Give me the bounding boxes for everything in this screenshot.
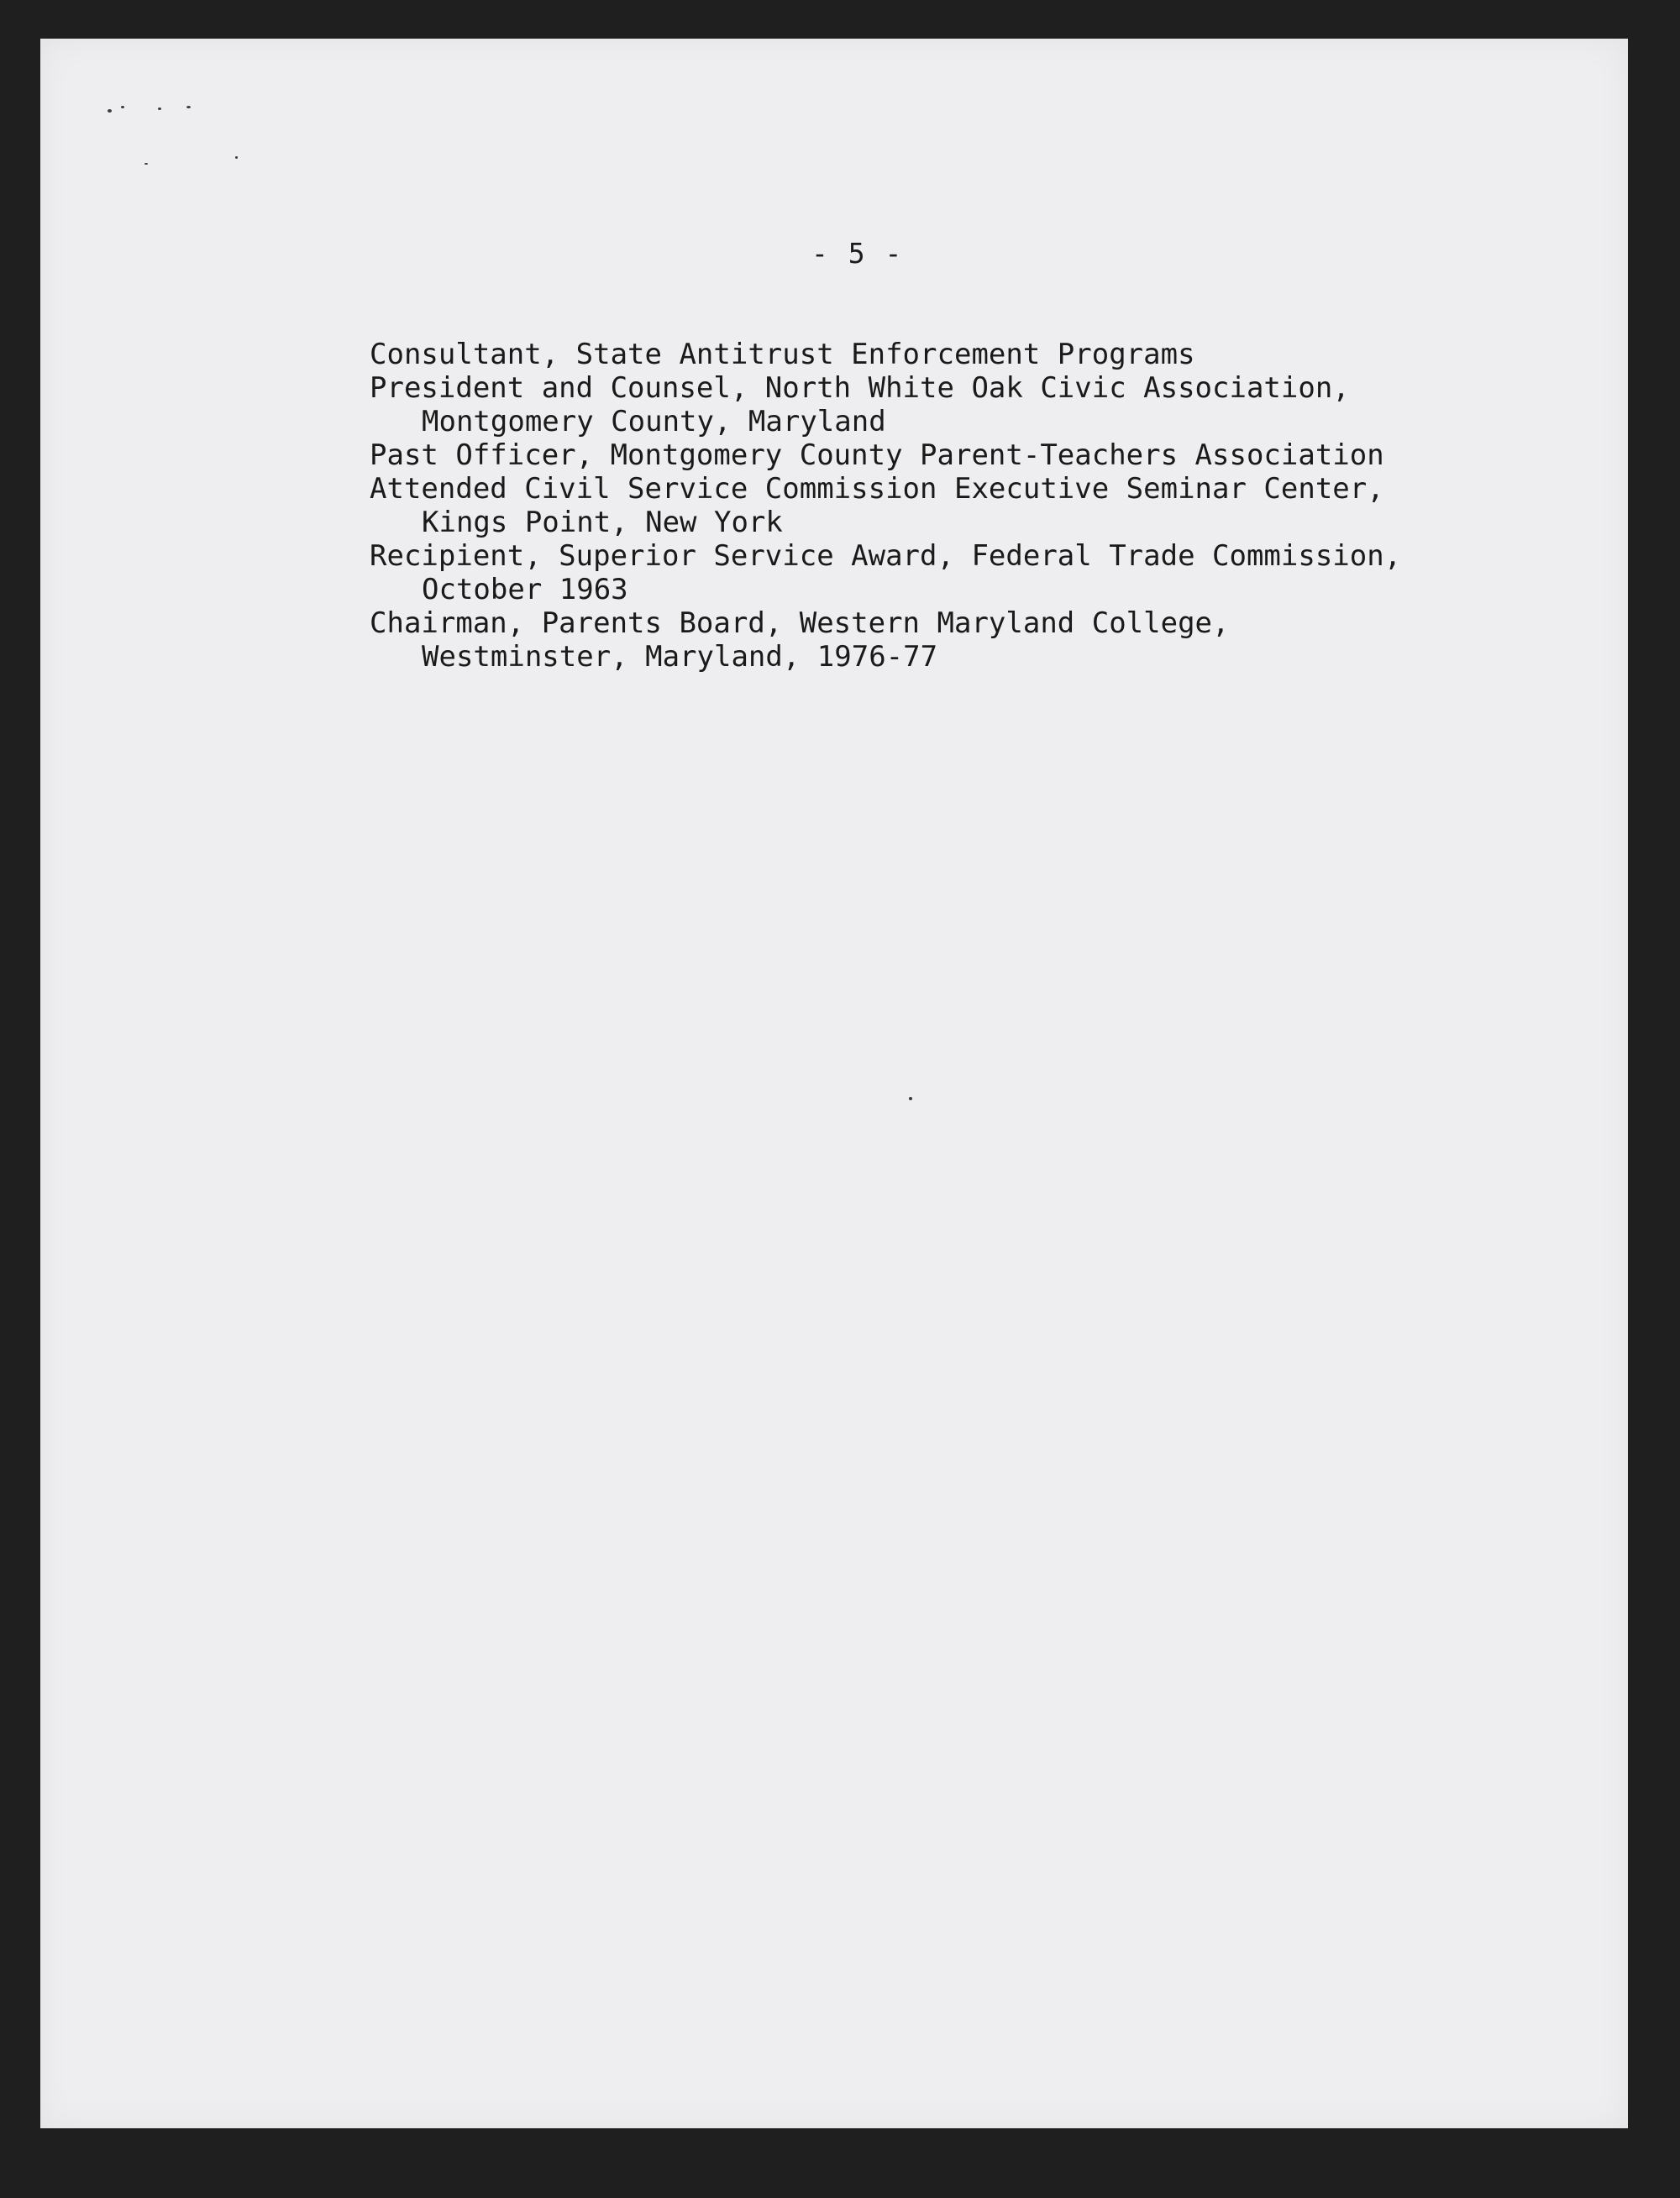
scan-speck (909, 1097, 912, 1100)
scan-speck (121, 106, 124, 108)
entry-line-continued: Kings Point, New York (422, 506, 783, 539)
entry-line-continued: Westminster, Maryland, 1976-77 (422, 640, 938, 674)
scan-speck (235, 156, 238, 159)
document-page (40, 39, 1628, 2128)
list-item (370, 371, 1546, 438)
entry-line: Recipient, Superior Service Award, Federal Trade Commission, (370, 539, 1402, 573)
scan-speck (108, 109, 112, 113)
entry-line: Past Officer, Montgomery County Parent-Teachers Association (370, 438, 1384, 472)
entry-line: Chairman, Parents Board, Western Maryland College, (370, 606, 1230, 640)
entry-line-continued: October 1963 (422, 573, 628, 606)
scan-speck (186, 106, 191, 108)
list-item (370, 539, 1546, 606)
scan-speck (158, 108, 161, 110)
entry-line: Attended Civil Service Commission Executive Seminar Center, (370, 472, 1384, 506)
entry-line: President and Counsel, North White Oak Civic Association, (370, 371, 1350, 405)
list-item (370, 338, 1546, 371)
page-number: - 5 - (811, 237, 904, 270)
list-item (370, 606, 1546, 674)
scan-speck (144, 163, 148, 165)
list-item (370, 438, 1546, 472)
activities-list (370, 338, 1546, 674)
list-item (370, 472, 1546, 539)
entry-line-continued: Montgomery County, Maryland (422, 405, 886, 438)
entry-line: Consultant, State Antitrust Enforcement Programs (370, 338, 1195, 371)
